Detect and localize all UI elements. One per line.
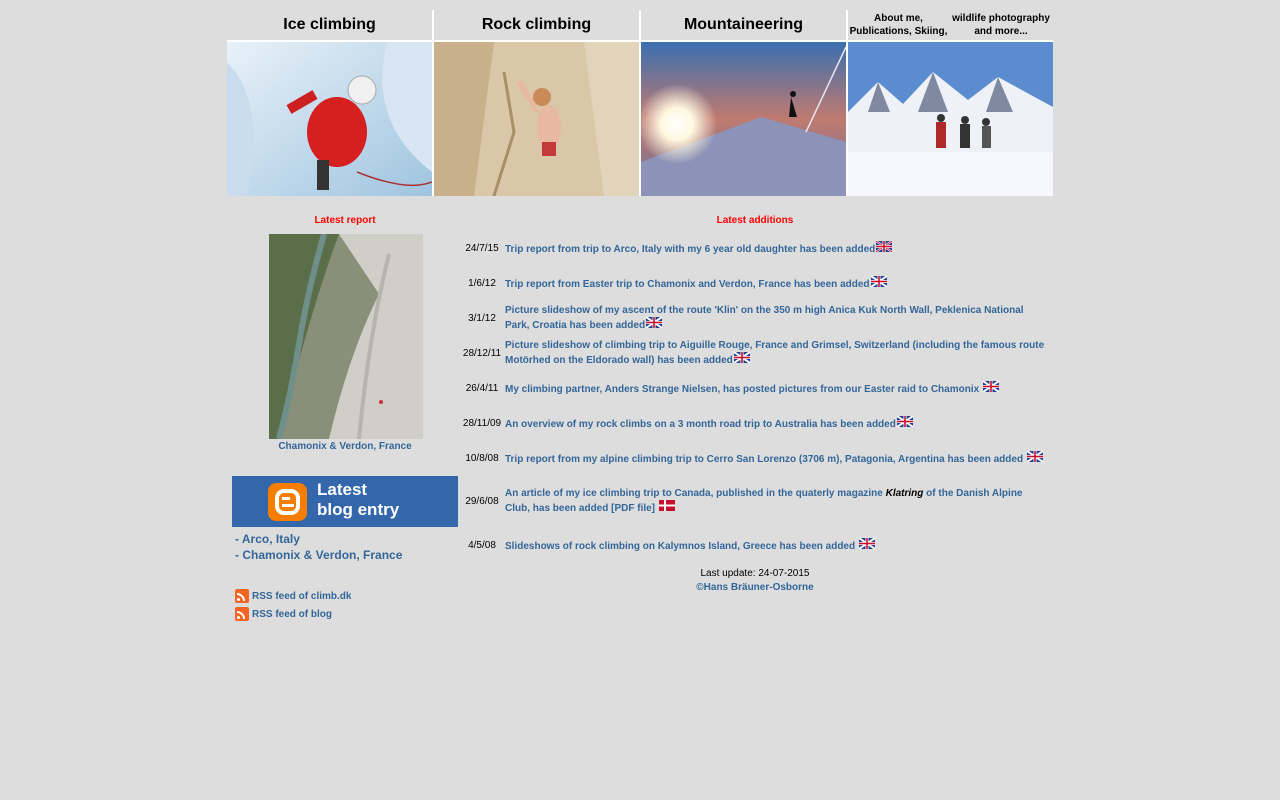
nav-rock-climbing-title[interactable]: Rock climbing <box>434 10 639 40</box>
uk-flag-icon <box>859 538 875 553</box>
nav-about-me-line2[interactable]: wildlife photography and more... <box>952 13 1050 37</box>
nav-ice-climbing-title[interactable]: Ice climbing <box>227 10 432 40</box>
ski-touring-photo[interactable] <box>848 42 1053 196</box>
addition-row <box>461 527 1049 563</box>
rss-cell <box>231 587 459 628</box>
nav-about-me-line1[interactable]: About me, Publications, Skiing, <box>849 13 948 37</box>
mountaineer-sunset-photo[interactable] <box>641 42 846 196</box>
uk-flag-icon <box>1027 451 1043 466</box>
nav-mountaineering-title[interactable]: Mountaineering <box>641 10 846 40</box>
addition-date: 24/7/15 <box>465 242 499 254</box>
addition-link[interactable]: Picture slideshow of my ascent of the route 'Klin' on the 350 m high Anica Kuk North Wall, Peklenica National Park, Croatia has been added <box>505 305 1024 331</box>
addition-date: 1/6/12 <box>468 277 496 289</box>
nav-rock-climbing[interactable] <box>434 10 639 196</box>
verdon-gorge-photo[interactable] <box>269 234 423 439</box>
blogger-logo-icon <box>268 483 307 521</box>
blog-banner-text <box>317 480 399 520</box>
addition-row <box>461 265 1049 301</box>
update-cell <box>461 567 1049 608</box>
addition-row <box>461 231 1049 265</box>
uk-flag-icon <box>646 317 662 332</box>
blog-link-chamonix-verdon[interactable]: - Chamonix & Verdon, France <box>235 548 403 562</box>
addition-link[interactable]: My climbing partner, Anders Strange Nielsen, has posted pictures from our Easter raid to Chamonix <box>505 383 982 395</box>
latest-blog-entry-banner[interactable] <box>232 476 458 527</box>
blog-links <box>235 531 402 563</box>
addition-date: 29/6/08 <box>465 495 499 507</box>
addition-row <box>461 371 1049 405</box>
latest-report-link[interactable]: Chamonix & Verdon, France <box>278 441 412 452</box>
latest-additions-header: Latest additions <box>461 211 1049 229</box>
addition-row <box>461 405 1049 441</box>
addition-link[interactable]: Trip report from trip to Arco, Italy with my 6 year old daughter has been added <box>505 243 876 255</box>
latest-report-header: Latest report <box>231 211 459 229</box>
nav-about-me[interactable] <box>848 10 1053 196</box>
addition-link[interactable]: An overview of my rock climbs on a 3 month road trip to Australia has been added <box>505 418 896 430</box>
addition-row <box>461 301 1049 335</box>
last-update: Last update: 24-07-2015 <box>700 568 810 579</box>
blog-banner-line1: Latest <box>317 480 368 499</box>
nav-ice-climbing[interactable] <box>227 10 432 196</box>
addition-text-after[interactable]: of the Danish Alpine Club, has been added [PDF file] <box>505 488 1023 514</box>
nav-about-me-title[interactable] <box>848 10 1053 40</box>
rock-climber-photo[interactable] <box>434 42 639 196</box>
addition-link[interactable]: Picture slideshow of climbing trip to Aiguille Rouge, France and Grimsel, Switzerland (including the famous route Motörhed on the Eldorado wall) has been added <box>505 340 1045 366</box>
addition-link[interactable] <box>505 488 1022 514</box>
rss-icon[interactable] <box>235 607 249 621</box>
rss-blog-link[interactable]: RSS feed of blog <box>252 608 332 620</box>
uk-flag-icon <box>897 416 913 431</box>
top-navigation <box>227 10 1053 196</box>
copyright-link[interactable]: ©Hans Bräuner-Osborne <box>696 582 814 593</box>
blog-banner-line2: blog entry <box>317 500 400 519</box>
rss-icon[interactable] <box>235 589 249 603</box>
addition-date: 26/4/11 <box>465 382 499 394</box>
uk-flag-icon <box>876 241 892 256</box>
nav-mountaineering[interactable] <box>641 10 846 196</box>
addition-date: 28/12/11 <box>462 347 502 359</box>
addition-date: 3/1/12 <box>468 312 496 324</box>
rss-blog-row[interactable] <box>231 605 459 623</box>
addition-date: 4/5/08 <box>468 539 496 551</box>
addition-date: 28/11/09 <box>462 417 502 429</box>
uk-flag-icon <box>734 352 750 367</box>
uk-flag-icon <box>983 381 999 396</box>
addition-link[interactable]: Trip report from my alpine climbing trip to Cerro San Lorenzo (3706 m), Patagonia, Argentina has been added <box>505 453 1026 465</box>
danish-flag-icon <box>659 500 675 515</box>
addition-row <box>461 441 1049 475</box>
addition-date: 10/8/08 <box>465 452 499 464</box>
ice-climber-photo[interactable] <box>227 42 432 196</box>
addition-link[interactable]: Slideshows of rock climbing on Kalymnos Island, Greece has been added <box>505 540 858 552</box>
addition-row <box>461 335 1049 371</box>
rss-site-row[interactable] <box>231 587 459 605</box>
addition-link[interactable]: Trip report from Easter trip to Chamonix and Verdon, France has been added <box>505 278 870 290</box>
addition-text-before[interactable]: An article of my ice climbing trip to Canada, published in the quaterly magazine <box>505 488 886 499</box>
blog-link-arco[interactable]: - Arco, Italy <box>235 532 300 546</box>
magazine-name[interactable]: Klatring <box>885 488 924 499</box>
addition-row <box>461 475 1049 527</box>
rss-site-link[interactable]: RSS feed of climb.dk <box>252 590 352 602</box>
uk-flag-icon <box>871 276 887 291</box>
